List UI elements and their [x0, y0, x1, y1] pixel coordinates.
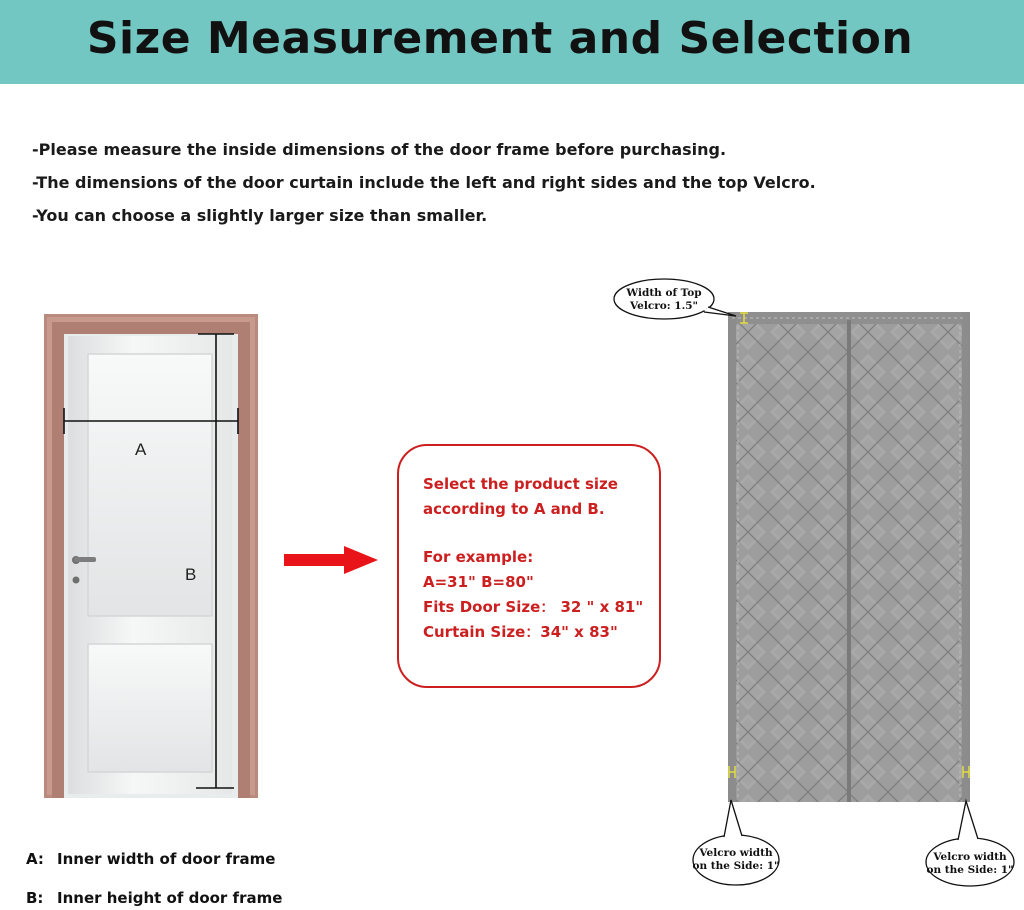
- callout-right-side-line2: on the Side: 1": [926, 864, 1014, 876]
- callout-top-velcro-line1: Width of Top: [626, 287, 702, 299]
- red-arrow-icon: [284, 546, 380, 576]
- example-line-select: Select the product size: [423, 475, 618, 493]
- callout-left-side-line2: on the Side: 1": [692, 860, 780, 872]
- dimension-label-a: A: [135, 440, 147, 459]
- example-line-a-b-values: A=31" B=80": [423, 573, 534, 591]
- example-line-for-example: For example:: [423, 548, 534, 566]
- note-choose-larger: -You can choose a slightly larger size than smaller.: [32, 206, 488, 225]
- page-title: Size Measurement and Selection: [86, 13, 914, 64]
- legend-b: [26, 889, 282, 907]
- example-line-fits-door-size: Fits Door Size： 32 " x 81": [423, 598, 644, 616]
- legend-a: [26, 850, 275, 868]
- callout-top-velcro: [614, 287, 714, 313]
- note-dimensions-include-velcro: -The dimensions of the door curtain include the left and right sides and the top Velcro.: [32, 173, 816, 192]
- example-line-according: according to A and B.: [423, 500, 605, 518]
- size-example-box: [397, 444, 661, 688]
- callout-right-side: [926, 851, 1014, 877]
- example-line-curtain-size: Curtain Size：34" x 83": [423, 623, 618, 641]
- callout-left-side-bubble: [690, 798, 786, 888]
- legend-b-text: Inner height of door frame: [57, 889, 283, 907]
- curtain-illustration: [728, 312, 970, 802]
- note-measure-inside: -Please measure the inside dimensions of the door frame before purchasing.: [32, 140, 727, 159]
- callout-left-side: [692, 847, 780, 873]
- legend-b-key: B:: [26, 889, 44, 907]
- callout-top-velcro-line2: Velcro: 1.5": [629, 300, 699, 312]
- legend-a-key: A:: [26, 850, 44, 868]
- dimension-label-b: B: [185, 565, 197, 584]
- door-illustration: [44, 314, 258, 798]
- callout-right-side-line1: Velcro width: [933, 851, 1007, 863]
- header-banner: [0, 0, 1024, 84]
- callout-left-side-line1: Velcro width: [699, 847, 773, 859]
- legend-a-text: Inner width of door frame: [57, 850, 276, 868]
